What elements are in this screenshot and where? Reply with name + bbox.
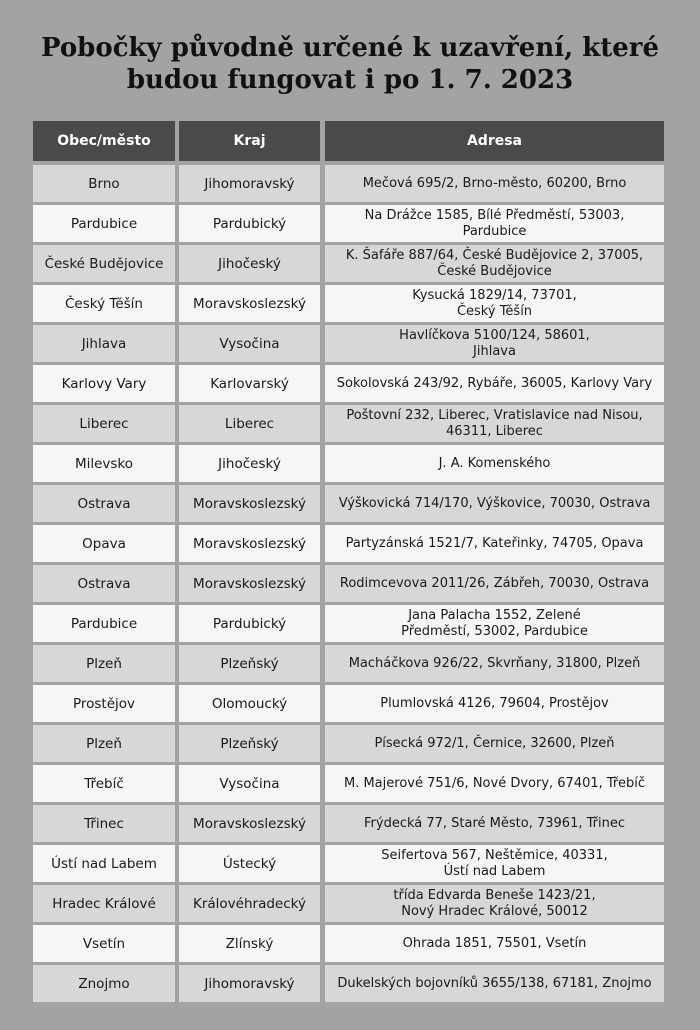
cell-region: Liberec bbox=[179, 405, 320, 442]
cell-region: Moravskoslezský bbox=[179, 285, 320, 322]
cell-city: Ostrava bbox=[33, 485, 175, 522]
table-row bbox=[33, 285, 664, 322]
table-row bbox=[33, 205, 664, 242]
table-row bbox=[33, 725, 664, 762]
table-row bbox=[33, 645, 664, 682]
cell-address: Frýdecká 77, Staré Město, 73961, Třinec bbox=[325, 805, 664, 842]
table-row bbox=[33, 605, 664, 642]
cell-region: Zlínský bbox=[179, 925, 320, 962]
cell-address: M. Majerové 751/6, Nové Dvory, 67401, Třebíč bbox=[325, 765, 664, 802]
cell-city: Jihlava bbox=[33, 325, 175, 362]
cell-region: Plzeňský bbox=[179, 645, 320, 682]
cell-address: Výškovická 714/170, Výškovice, 70030, Ostrava bbox=[325, 485, 664, 522]
cell-address: J. A. Komenského bbox=[325, 445, 664, 482]
cell-region: Jihočeský bbox=[179, 245, 320, 282]
table-header bbox=[33, 121, 664, 161]
table-row bbox=[33, 965, 664, 1002]
table-row bbox=[33, 165, 664, 202]
table-row bbox=[33, 765, 664, 802]
cell-city: Milevsko bbox=[33, 445, 175, 482]
cell-address: Ohrada 1851, 75501, Vsetín bbox=[325, 925, 664, 962]
cell-address: Plumlovská 4126, 79604, Prostějov bbox=[325, 685, 664, 722]
page-title bbox=[0, 32, 700, 96]
cell-region: Olomoucký bbox=[179, 685, 320, 722]
cell-region: Jihomoravský bbox=[179, 965, 320, 1002]
cell-address: Havlíčkova 5100/124, 58601, Jihlava bbox=[325, 325, 664, 362]
cell-address: Macháčkova 926/22, Skvrňany, 31800, Plzeň bbox=[325, 645, 664, 682]
table-row bbox=[33, 525, 664, 562]
table-row bbox=[33, 805, 664, 842]
table-row bbox=[33, 485, 664, 522]
cell-address: Jana Palacha 1552, Zelené Předměstí, 53002, Pardubice bbox=[325, 605, 664, 642]
cell-city: Ostrava bbox=[33, 565, 175, 602]
cell-region: Moravskoslezský bbox=[179, 525, 320, 562]
table-row bbox=[33, 925, 664, 962]
title-line-2: budou fungovat i po 1. 7. 2023 bbox=[126, 65, 574, 95]
cell-region: Moravskoslezský bbox=[179, 485, 320, 522]
table-row bbox=[33, 845, 664, 882]
cell-address: Partyzánská 1521/7, Kateřinky, 74705, Opava bbox=[325, 525, 664, 562]
cell-region: Královéhradecký bbox=[179, 885, 320, 922]
cell-city: Pardubice bbox=[33, 205, 175, 242]
cell-region: Jihomoravský bbox=[179, 165, 320, 202]
title-line-1: Pobočky původně určené k uzavření, které bbox=[40, 33, 660, 63]
cell-region: Jihočeský bbox=[179, 445, 320, 482]
header-address: Adresa bbox=[325, 121, 664, 161]
cell-address: Písecká 972/1, Černice, 32600, Plzeň bbox=[325, 725, 664, 762]
cell-city: Vsetín bbox=[33, 925, 175, 962]
cell-city: Opava bbox=[33, 525, 175, 562]
cell-city: Plzeň bbox=[33, 725, 175, 762]
cell-city: Znojmo bbox=[33, 965, 175, 1002]
cell-region: Plzeňský bbox=[179, 725, 320, 762]
cell-city: Brno bbox=[33, 165, 175, 202]
cell-region: Pardubický bbox=[179, 605, 320, 642]
cell-region: Moravskoslezský bbox=[179, 565, 320, 602]
cell-region: Pardubický bbox=[179, 205, 320, 242]
header-city: Obec/město bbox=[33, 121, 175, 161]
cell-address: K. Šafáře 887/64, České Budějovice 2, 37005, České Budějovice bbox=[325, 245, 664, 282]
cell-region: Ústecký bbox=[179, 845, 320, 882]
cell-city: Karlovy Vary bbox=[33, 365, 175, 402]
table-row bbox=[33, 245, 664, 282]
table-row bbox=[33, 565, 664, 602]
table-row bbox=[33, 885, 664, 922]
cell-city: Liberec bbox=[33, 405, 175, 442]
cell-address: Rodimcevova 2011/26, Zábřeh, 70030, Ostrava bbox=[325, 565, 664, 602]
cell-address: Sokolovská 243/92, Rybáře, 36005, Karlovy Vary bbox=[325, 365, 664, 402]
cell-address: Kysucká 1829/14, 73701, Český Těšín bbox=[325, 285, 664, 322]
cell-city: Hradec Králové bbox=[33, 885, 175, 922]
cell-city: Ústí nad Labem bbox=[33, 845, 175, 882]
cell-address: Dukelských bojovníků 3655/138, 67181, Znojmo bbox=[325, 965, 664, 1002]
cell-address: třída Edvarda Beneše 1423/21, Nový Hradec Králové, 50012 bbox=[325, 885, 664, 922]
table-body bbox=[33, 165, 664, 1002]
cell-city: Český Těšín bbox=[33, 285, 175, 322]
cell-city: Třebíč bbox=[33, 765, 175, 802]
cell-city: České Budějovice bbox=[33, 245, 175, 282]
table-row bbox=[33, 685, 664, 722]
cell-address: Poštovní 232, Liberec, Vratislavice nad Nisou, 46311, Liberec bbox=[325, 405, 664, 442]
table-row bbox=[33, 325, 664, 362]
cell-city: Třinec bbox=[33, 805, 175, 842]
header-region: Kraj bbox=[179, 121, 320, 161]
table-row bbox=[33, 405, 664, 442]
cell-region: Karlovarský bbox=[179, 365, 320, 402]
cell-address: Na Drážce 1585, Bílé Předměstí, 53003, Pardubice bbox=[325, 205, 664, 242]
cell-city: Prostějov bbox=[33, 685, 175, 722]
cell-region: Vysočina bbox=[179, 325, 320, 362]
cell-address: Mečová 695/2, Brno-město, 60200, Brno bbox=[325, 165, 664, 202]
cell-region: Moravskoslezský bbox=[179, 805, 320, 842]
branches-table bbox=[33, 121, 664, 1005]
cell-region: Vysočina bbox=[179, 765, 320, 802]
cell-city: Pardubice bbox=[33, 605, 175, 642]
cell-city: Plzeň bbox=[33, 645, 175, 682]
table-row bbox=[33, 365, 664, 402]
table-row bbox=[33, 445, 664, 482]
cell-address: Seifertova 567, Neštěmice, 40331, Ústí nad Labem bbox=[325, 845, 664, 882]
